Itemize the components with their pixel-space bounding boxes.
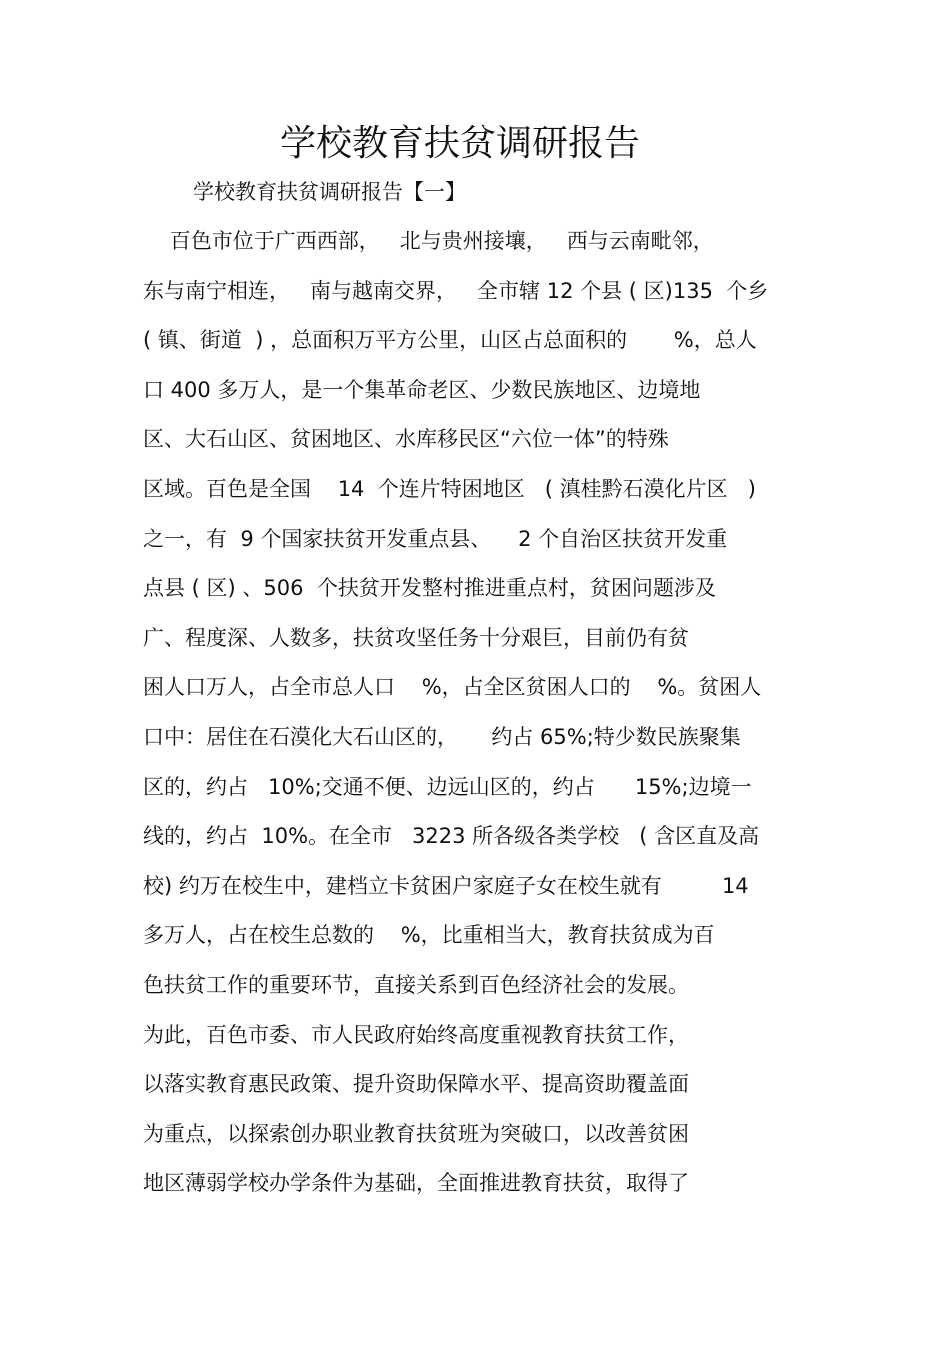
text-line: 以落实教育惠民政策、提升资助保障水平、提高资助覆盖面 <box>143 1072 689 1097</box>
text-line: 线的，约占 10%。在全市 3223 所各级各类学校 ( 含区直及高 <box>143 824 760 849</box>
text-line: 区、大石山区、贫困地区、水库移民区“六位一体”的特殊 <box>143 427 669 452</box>
text-line: 校) 约万在校生中，建档立卡贫困户家庭子女在校生就有 14 <box>143 873 749 898</box>
text-line: 多万人，占在校生总数的 %，比重相当大，教育扶贫成为百 <box>143 923 715 948</box>
text-line: 区的，约占 10%;交通不便、边远山区的，约占 15%;边境一 <box>143 774 752 799</box>
text-line: 区域。百色是全国 14 个连片特困地区 ( 滇桂黔石漠化片区 ) <box>143 477 756 501</box>
text-line: 口中：居住在石漠化大石山区的， 约占 65%;特少数民族聚集 <box>143 725 741 749</box>
text-line: 东与南宁相连， 南与越南交界， 全市辖 12 个县 ( 区)135 个乡 <box>143 278 769 303</box>
text-line: 困人口万人，占全市总人口 %，占全区贫困人口的 %。贫困人 <box>143 675 762 700</box>
text-line: 地区薄弱学校办学条件为基础，全面推进教育扶贫，取得了 <box>143 1171 689 1196</box>
text-line: 之一，有 9 个国家扶贫开发重点县、 2 个自治区扶贫开发重 <box>143 526 728 551</box>
text-line: 为重点，以探索创办职业教育扶贫班为突破口，以改善贫困 <box>143 1121 689 1146</box>
text-line: 口 400 多万人，是一个集革命老区、少数民族地区、边境地 <box>143 377 701 402</box>
text-line: 百色市位于广西西部， 北与贵州接壤， 西与云南毗邻， <box>143 229 714 253</box>
text-line: 广、程度深、人数多，扶贫攻坚任务十分艰巨，目前仍有贫 <box>143 625 689 650</box>
text-line: ( 镇、街道 ) ，总面积万平方公里，山区占总面积的 %，总人 <box>143 328 757 353</box>
page-title: 学校教育扶贫调研报告 <box>279 123 640 164</box>
text-line: 点县 ( 区) 、506 个扶贫开发整村推进重点村，贫困问题涉及 <box>143 576 716 601</box>
text-line: 为此，百色市委、市人民政府始终高度重视教育扶贫工作， <box>143 1022 689 1047</box>
text-line: 色扶贫工作的重要环节，直接关系到百色经济社会的发展。 <box>143 973 689 997</box>
section-heading: 学校教育扶贫调研报告【一】 <box>193 180 466 204</box>
